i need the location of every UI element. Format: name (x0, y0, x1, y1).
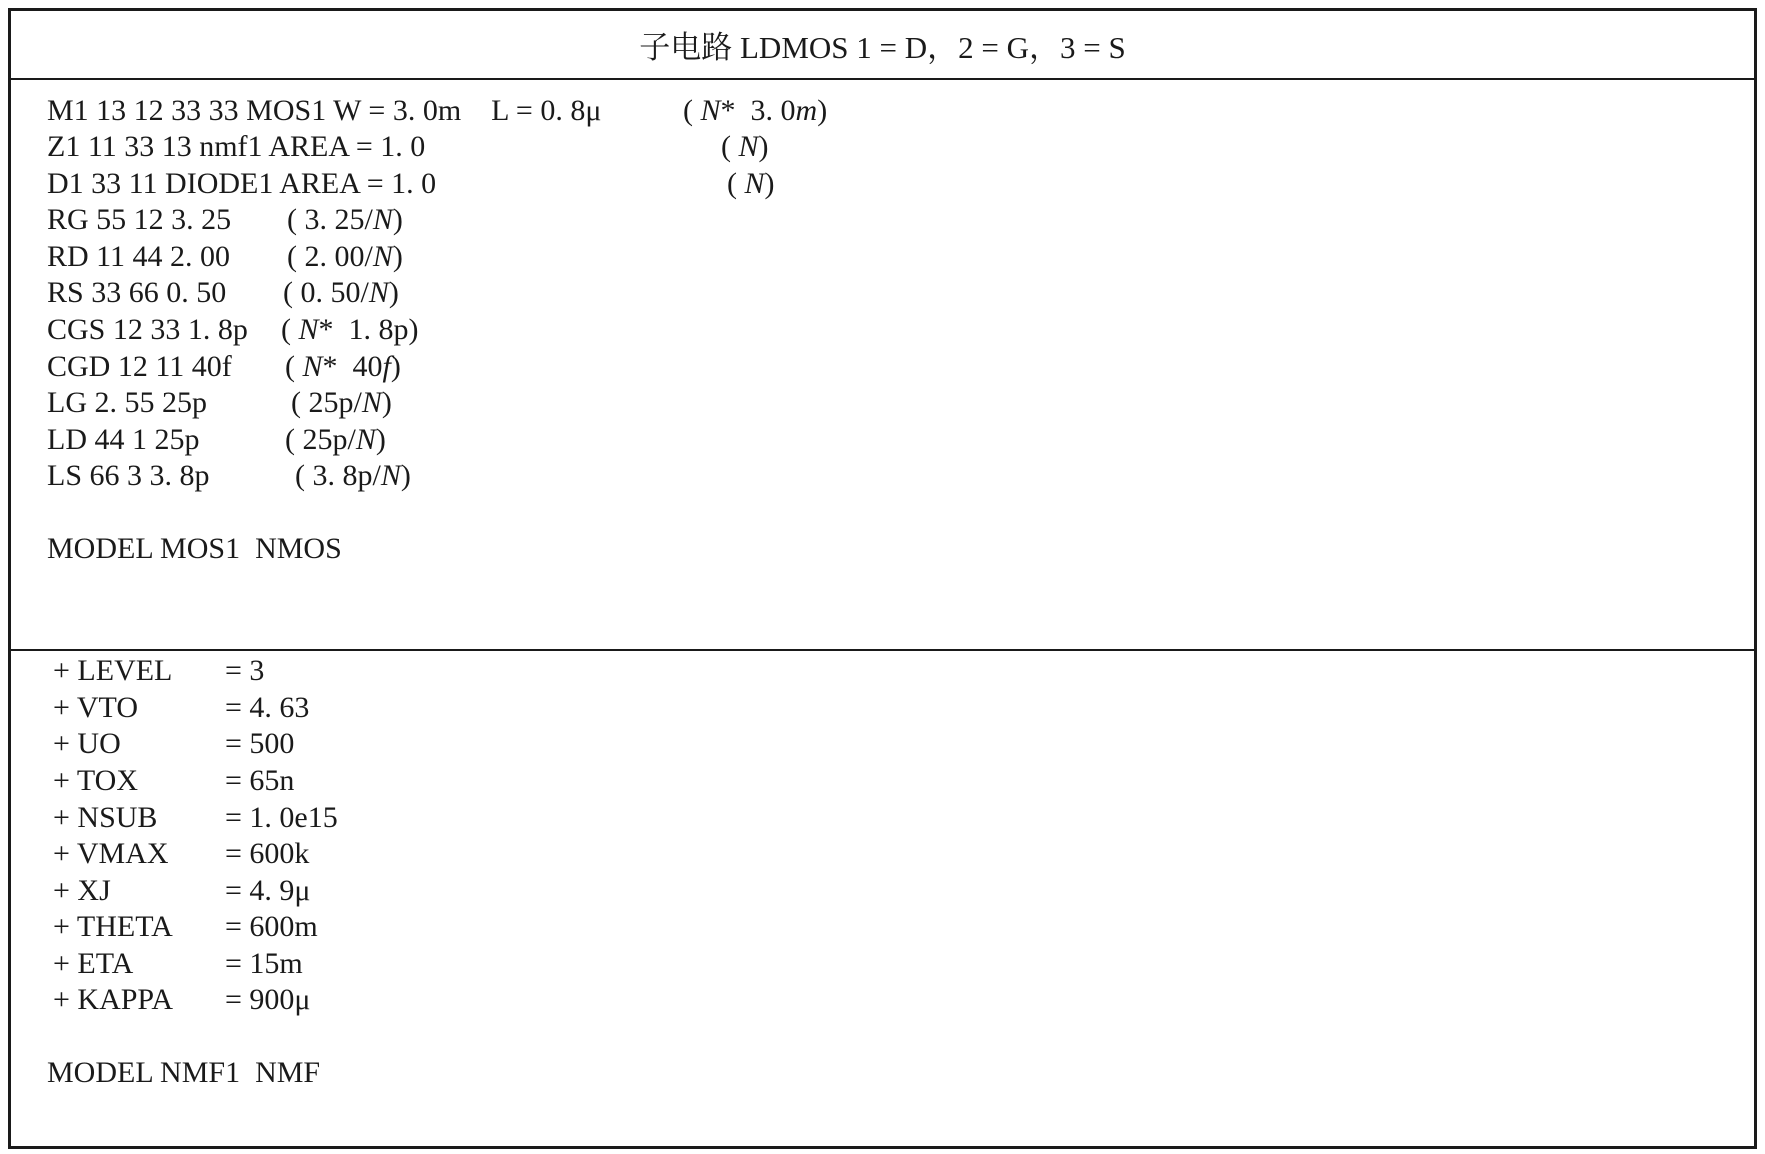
netlist-note: ( N* 40f) (285, 350, 401, 383)
param-name: + NSUB (53, 801, 158, 834)
model-params-section (11, 651, 1754, 1146)
param-value: = 3 (225, 654, 265, 687)
param-value: = 600m (225, 910, 318, 943)
param-name: + THETA (53, 910, 173, 943)
netlist-line: M1 13 12 33 33 MOS1 W = 3. 0m L = 0. 8μ (47, 94, 602, 127)
param-name: + VMAX (53, 837, 169, 870)
model-nmf1-heading: MODEL NMF1 NMF (47, 1056, 321, 1089)
param-value: = 600k (225, 837, 310, 870)
netlist-note: ( 2. 00/N) (287, 240, 403, 273)
netlist-line: CGD 12 11 40f (47, 350, 232, 383)
param-name: + XJ (53, 874, 111, 907)
netlist-note: ( 3. 8p/N) (295, 459, 411, 492)
param-name: + TOX (53, 764, 138, 797)
param-value: = 4. 63 (225, 691, 310, 724)
netlist-line: RS 33 66 0. 50 (47, 276, 227, 309)
netlist-note: ( 25p/N) (291, 386, 392, 419)
netlist-line: RG 55 12 3. 25 (47, 203, 232, 236)
netlist-line: RD 11 44 2. 00 (47, 240, 231, 273)
param-value: = 1. 0e15 (225, 801, 338, 834)
netlist-line: LD 44 1 25p (47, 423, 200, 456)
netlist-note: ( 3. 25/N) (287, 203, 403, 236)
netlist-line: CGS 12 33 1. 8p (47, 313, 248, 346)
param-name: + UO (53, 727, 121, 760)
param-name: + LEVEL (53, 654, 173, 687)
table-title: 子电路 LDMOS 1 = D，2 = G，3 = S (11, 11, 1754, 80)
netlist-note: ( N) (727, 167, 775, 200)
param-name: + VTO (53, 691, 138, 724)
netlist-line: LG 2. 55 25p (47, 386, 207, 419)
param-value: = 900μ (225, 983, 311, 1016)
spice-listing-table (8, 8, 1757, 1149)
param-value: = 65n (225, 764, 295, 797)
param-name: + ETA (53, 947, 134, 980)
netlist-note: ( N) (721, 130, 769, 163)
model-mos1-heading: MODEL MOS1 NMOS (47, 532, 342, 565)
netlist-line: LS 66 3 3. 8p (47, 459, 210, 492)
param-value: = 15m (225, 947, 303, 980)
netlist-note: ( N* 1. 8p) (281, 313, 419, 346)
netlist-note: ( 0. 50/N) (283, 276, 399, 309)
netlist-line: D1 33 11 DIODE1 AREA = 1. 0 (47, 167, 437, 200)
param-name: + KAPPA (53, 983, 174, 1016)
subcircuit-section (11, 78, 1754, 651)
param-value: = 4. 9μ (225, 874, 311, 907)
netlist-note: ( 25p/N) (285, 423, 386, 456)
param-value: = 500 (225, 727, 295, 760)
netlist-note: ( N* 3. 0m) (683, 94, 828, 127)
netlist-line: Z1 11 33 13 nmf1 AREA = 1. 0 (47, 130, 426, 163)
